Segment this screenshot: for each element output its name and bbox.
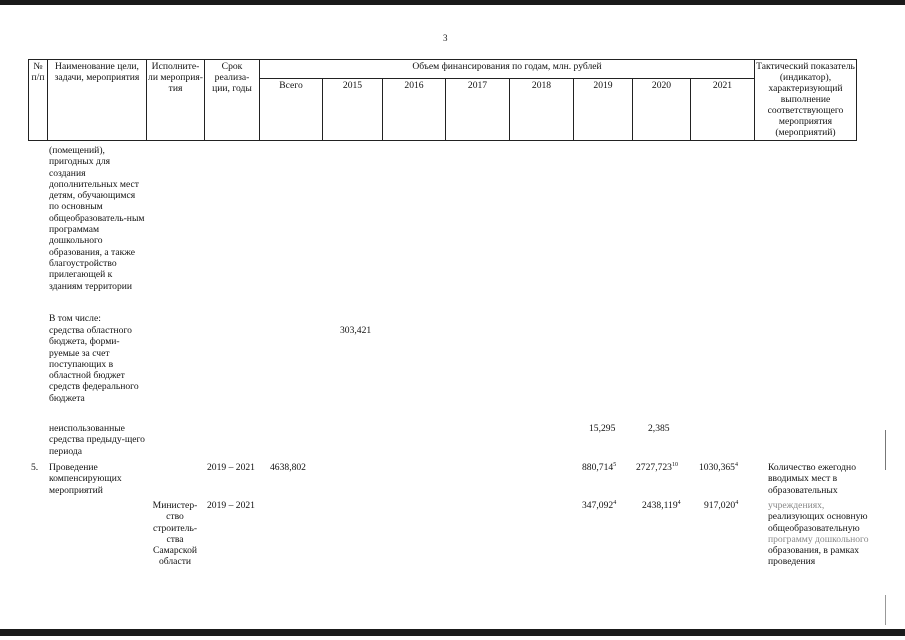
row-item5-period: 2019 – 2021 xyxy=(207,462,255,473)
header-year-2017: 2017 xyxy=(446,79,510,141)
header-year-2016: 2016 xyxy=(383,79,446,141)
row-including-label: В том числе: xyxy=(49,313,101,324)
scan-edge-line xyxy=(885,430,886,470)
header-year-2021: 2021 xyxy=(691,79,755,141)
row-unused-2019: 15,295 xyxy=(589,423,616,434)
scan-edge-line xyxy=(885,595,886,625)
row-item5-2021: 1030,365$^4$ xyxy=(699,461,738,473)
header-num: № п/п xyxy=(29,60,48,141)
header-period: Срок реализа-ции, годы xyxy=(205,60,260,141)
row-regional-2015: 303,421 xyxy=(340,325,372,336)
row-ministry-2020: 2438,119$^4$ xyxy=(642,499,681,511)
row-item5-indicator: Количество ежегодно вводимых мест в образовательных xyxy=(768,462,856,496)
top-border xyxy=(0,0,905,5)
row-unused-2020: 2,385 xyxy=(648,423,670,434)
header-indicator: Тактический показатель (индикатор), характеризующий выполнение соответствующего мероприятия (мероприятий) xyxy=(755,60,857,141)
header-funding: Объем финансирования по годам, млн. рублей xyxy=(260,60,755,79)
row-ministry-2019: 347,092$^4$ xyxy=(582,499,617,511)
page-number: 3 xyxy=(443,33,448,43)
row-item5-text: Проведение компенсирующих мероприятий xyxy=(49,462,122,496)
row-ministry-2021: 917,020$^4$ xyxy=(704,499,739,511)
header-total: Всего xyxy=(260,79,323,141)
row-item5-num: 5. xyxy=(31,462,39,473)
row-item5-2020: 2727,723$^{10}$ xyxy=(636,461,678,473)
row-ministry-executor: Министер-ство строитель-ства Самарской области xyxy=(152,500,198,568)
table-header xyxy=(28,59,857,141)
header-year-2015: 2015 xyxy=(323,79,383,141)
header-name: Наименование цели, задачи, мероприятия xyxy=(48,60,147,141)
row-unused-text: неиспользованные средства предыду-щего периода xyxy=(49,423,145,457)
row-regional-text: средства областного бюджета, форми-руемые за счет поступающих в областной бюджет средств федерального бюджета xyxy=(49,325,139,404)
bottom-border xyxy=(0,629,905,636)
header-executor: Исполните-ли мероприя-тия xyxy=(147,60,205,141)
header-year-2018: 2018 xyxy=(510,79,574,141)
header-year-2019: 2019 xyxy=(574,79,633,141)
row-item5-2019: 880,714$^5$ xyxy=(582,461,617,473)
header-year-2020: 2020 xyxy=(633,79,691,141)
row-continued-text: (помещений), пригодных для создания дополнительных мест детям, обучающимся по основным общеобразователь-ным программам дошкольного образования, а также благоустройство прилегающей к зданиям территории xyxy=(49,145,145,292)
row-ministry-indicator: учреждениях, реализующих основную общеобразовательную программу дошкольного образования, в рамках проведения xyxy=(768,500,869,568)
row-item5-total: 4638,802 xyxy=(270,462,306,473)
row-ministry-period: 2019 – 2021 xyxy=(207,500,255,511)
